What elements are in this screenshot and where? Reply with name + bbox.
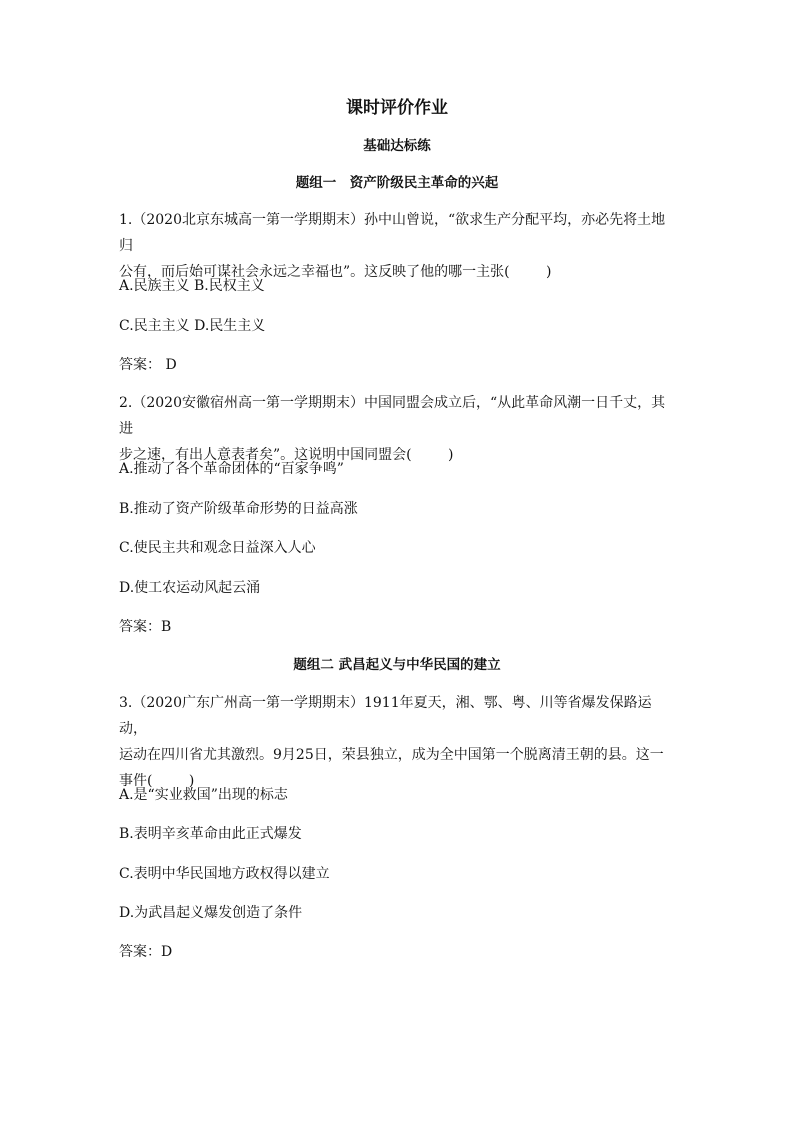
- question-2-option-a: A.推动了各个革命团体的“百家争鸣”: [119, 461, 344, 477]
- question-2-stem: [119, 390, 679, 468]
- question-1-line-2: 公有，而后始可谋社会永远之幸福也”。这反映了他的哪一主张( ): [119, 264, 552, 280]
- question-2-option-d: D.使工农运动风起云涌: [119, 580, 261, 596]
- question-1-options-cd: C.民主主义 D.民生主义: [119, 318, 266, 334]
- question-2-line-2: 步之速，有出人意表者矣”。这说明中国同盟会( ): [119, 447, 454, 463]
- question-1-options-ab: A.民族主义 B.民权主义: [119, 278, 265, 294]
- question-3-option-b: B.表明辛亥革命由此正式爆发: [119, 826, 302, 842]
- group-heading-1: 题组一 资产阶级民主革命的兴起: [295, 175, 499, 191]
- page-title: 课时评价作业: [346, 98, 448, 118]
- question-1-line-1: 1.（2020北京东城高一第一学期期末）孙中山曾说，“欲求生产分配平均，亦必先将土地归: [119, 212, 666, 254]
- question-3-answer: 答案：D: [119, 944, 173, 960]
- question-2-option-b: B.推动了资产阶级革命形势的日益高涨: [119, 501, 358, 517]
- question-3-line-3: 事件( ): [119, 773, 195, 789]
- question-3-option-c: C.表明中华民国地方政权得以建立: [119, 866, 330, 882]
- question-3-line-1: 3.（2020广东广州高一第一学期期末）1911年夏天，湘、鄂、粤、川等省爆发保路运动，: [119, 695, 652, 737]
- question-1-answer: 答案： D: [119, 357, 177, 373]
- question-2-line-1: 2.（2020安徽宿州高一第一学期期末）中国同盟会成立后，“从此革命风潮一日千丈，其进: [119, 395, 666, 437]
- group-heading-2: 题组二 武昌起义与中华民国的建立: [293, 657, 501, 673]
- question-1-stem: [119, 207, 679, 285]
- question-3-line-2: 运动在四川省尤其激烈。9月25日，荣县独立，成为全中国第一个脱离清王朝的县。这一: [119, 747, 664, 763]
- section-heading: 基础达标练: [363, 138, 431, 154]
- question-2-answer: 答案：B: [119, 619, 172, 635]
- question-3-option-a: A.是“实业救国”出现的标志: [119, 787, 288, 803]
- question-3-stem: [119, 690, 679, 794]
- question-3-option-d: D.为武昌起义爆发创造了条件: [119, 905, 303, 921]
- question-2-option-c: C.使民主共和观念日益深入人心: [119, 540, 316, 556]
